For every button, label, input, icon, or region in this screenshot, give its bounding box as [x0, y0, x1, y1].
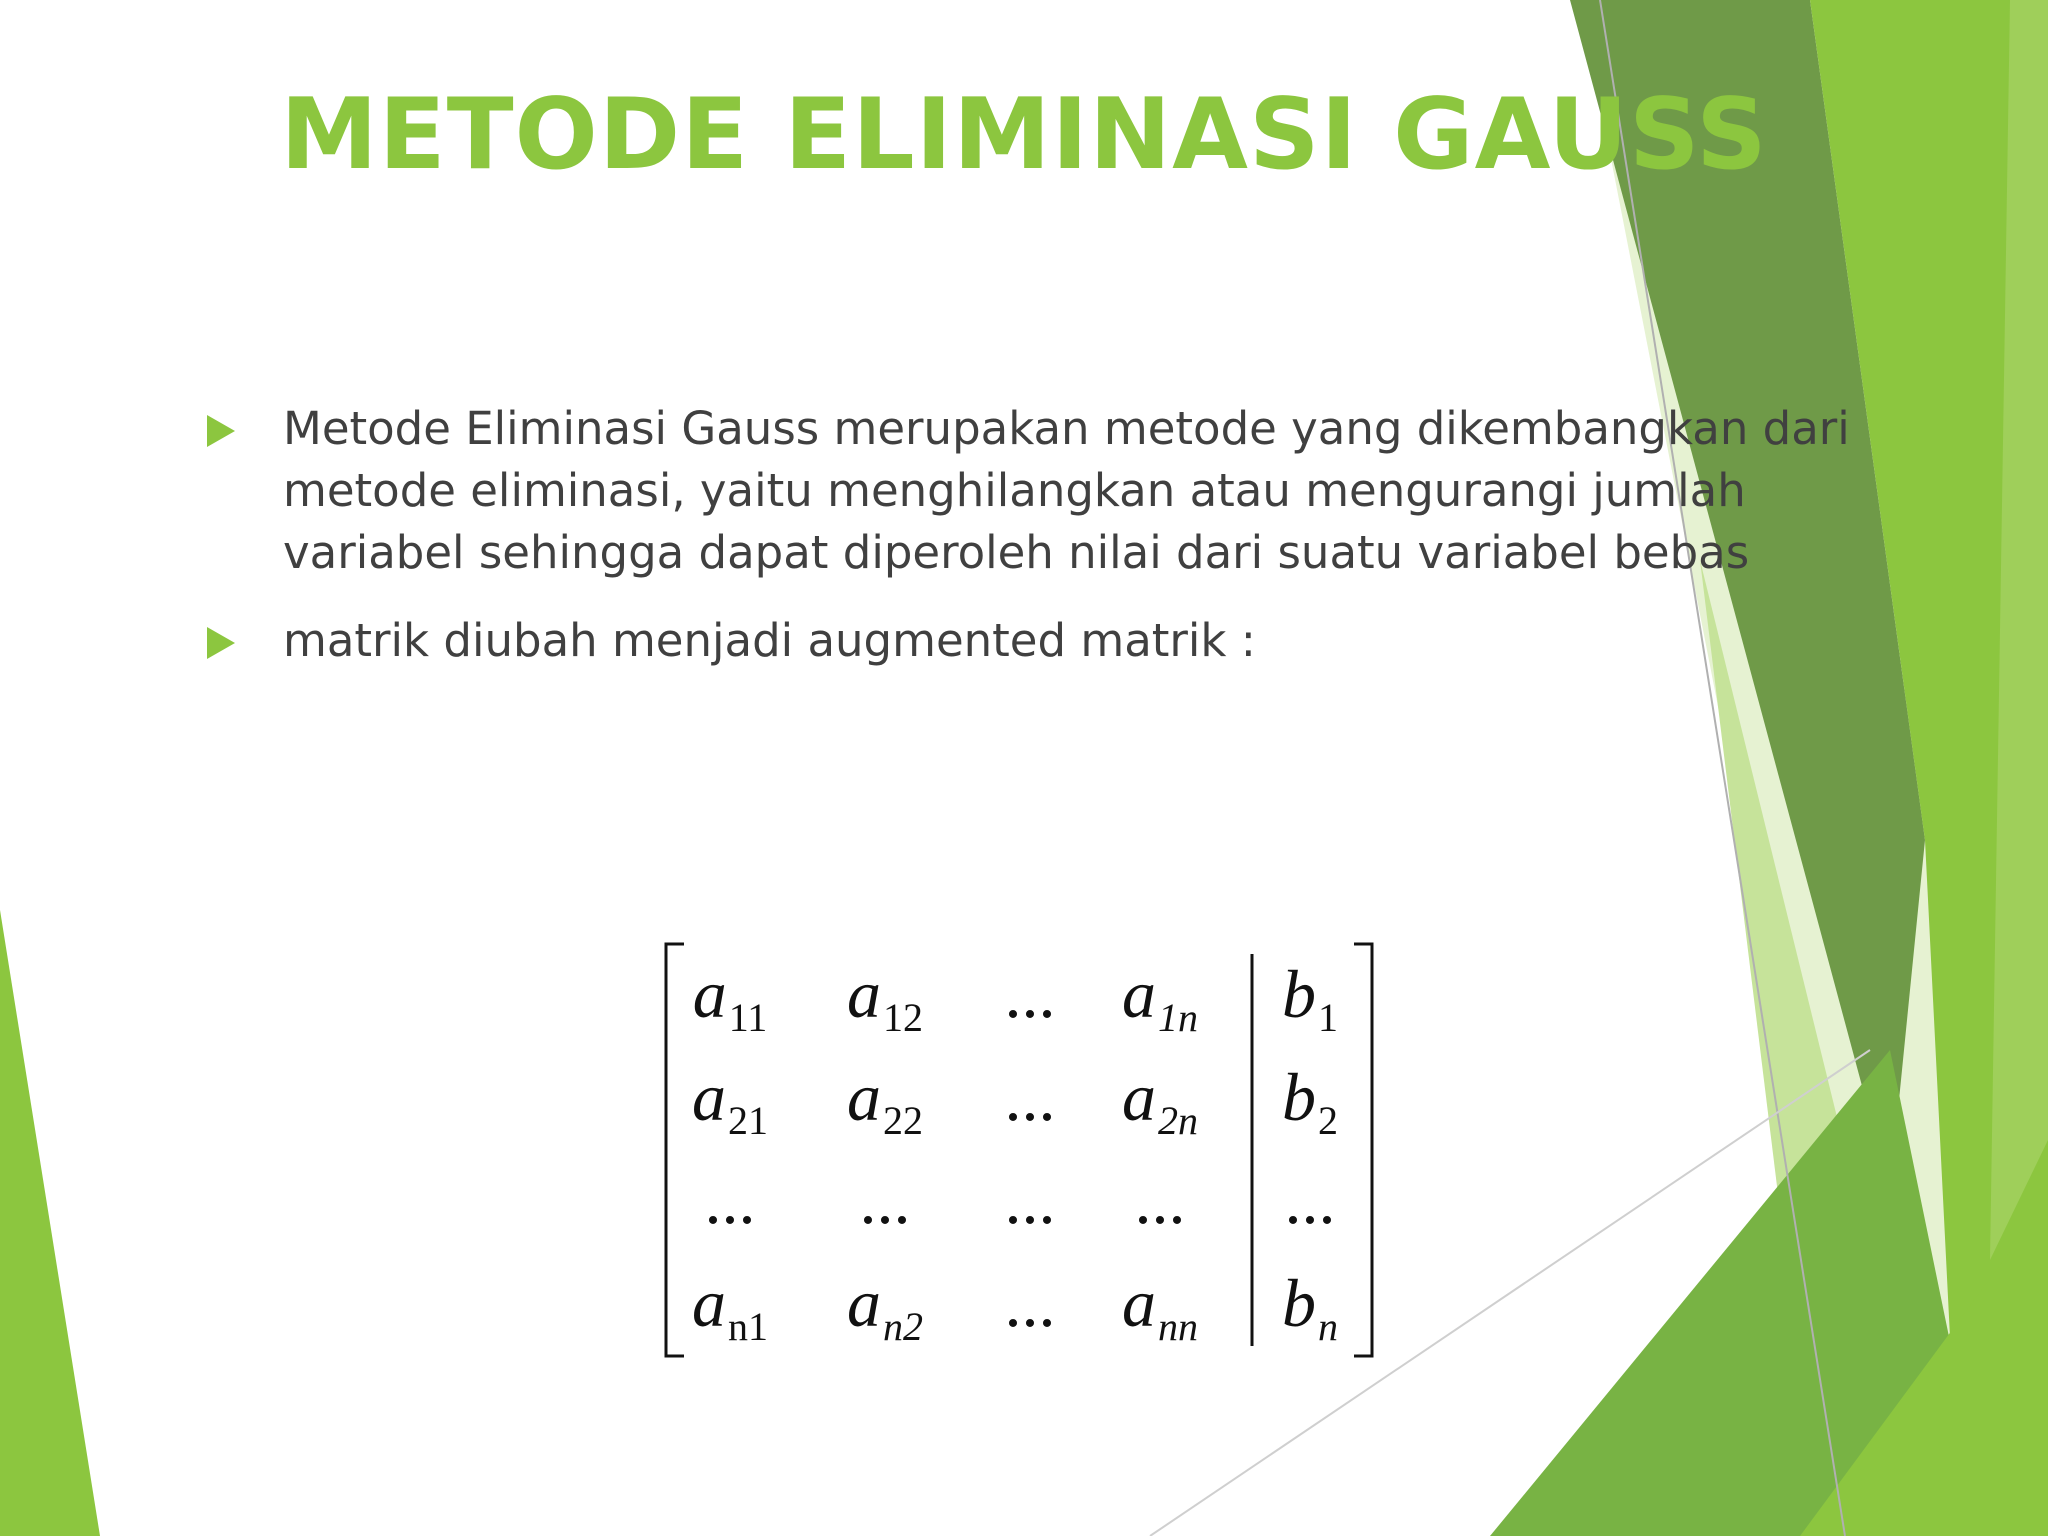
matrix-cell-subscript: 21 — [728, 1098, 768, 1143]
matrix-cell-base: ... — [1284, 1162, 1336, 1238]
matrix-cell — [1080, 1162, 1240, 1238]
matrix-cell-subscript: 2 — [1318, 1098, 1338, 1143]
matrix-cell — [1080, 956, 1240, 1040]
matrix-cell-base: a — [1122, 1265, 1156, 1341]
matrix-cell-base: a — [847, 956, 881, 1032]
matrix-cell — [650, 1059, 810, 1143]
matrix-cell — [805, 1265, 965, 1349]
matrix-cell — [650, 1162, 810, 1238]
matrix-cell-base: a — [692, 1059, 726, 1135]
matrix-cell-base: b — [1282, 1059, 1316, 1135]
matrix-cell-subscript: 11 — [728, 995, 768, 1040]
matrix-cell-subscript: n — [1318, 1304, 1338, 1349]
matrix-cell — [805, 956, 965, 1040]
matrix-cell-base: ... — [1004, 1059, 1056, 1135]
matrix-cell-base: a — [847, 1059, 881, 1135]
bullet-arrow-icon — [207, 415, 235, 447]
matrix-cell — [1080, 1265, 1240, 1349]
left-accent-shape — [0, 910, 100, 1536]
matrix-cell-subscript: 2n — [1158, 1098, 1198, 1143]
matrix-cell-base: ... — [1004, 1162, 1056, 1238]
matrix-cell-subscript: nn — [1158, 1304, 1198, 1349]
matrix-cell-base: a — [1122, 956, 1156, 1032]
matrix-cell-subscript: 1 — [1318, 995, 1338, 1040]
matrix-cell — [805, 1059, 965, 1143]
bullet-arrow-icon — [207, 627, 235, 659]
matrix-cell-subscript: 1n — [1158, 995, 1198, 1040]
matrix-cell — [1230, 956, 1390, 1040]
matrix-cell-base: ... — [1134, 1162, 1186, 1238]
matrix-cell-subscript: n2 — [883, 1304, 923, 1349]
matrix-cell-base: ... — [704, 1162, 756, 1238]
slide-title: METODE ELIMINASI GAUSS — [280, 78, 1768, 192]
matrix-cell-base: ... — [1004, 956, 1056, 1032]
bullet-text: Metode Eliminasi Gauss merupakan metode yang dikembangkan dari metode eliminasi, yaitu menghilangkan atau mengurangi jumlah variabel sehingga dapat diperoleh nilai dari suatu variabel bebas — [283, 402, 1850, 579]
augmented-matrix — [660, 940, 1390, 1360]
matrix-cell — [1230, 1162, 1390, 1238]
bullet-item — [205, 398, 1885, 584]
matrix-cell-base: a — [1122, 1059, 1156, 1135]
matrix-cell-base: b — [1282, 956, 1316, 1032]
matrix-cell-base: a — [692, 956, 727, 1032]
matrix-cell-base: a — [692, 1265, 726, 1341]
matrix-cell — [1230, 1265, 1390, 1349]
bullet-text: matrik diubah menjadi augmented matrik : — [283, 614, 1256, 667]
matrix-cell-subscript: n1 — [728, 1304, 768, 1349]
matrix-cell — [650, 956, 810, 1040]
matrix-cell-subscript: 22 — [883, 1098, 923, 1143]
matrix-cell-base: a — [847, 1265, 881, 1341]
matrix-cell — [805, 1162, 965, 1238]
matrix-cell-base: ... — [1004, 1265, 1056, 1341]
matrix-cell-subscript: 12 — [883, 995, 923, 1040]
matrix-cell — [1230, 1059, 1390, 1143]
bullet-list — [205, 398, 1885, 698]
matrix-cell-base: b — [1282, 1265, 1316, 1341]
matrix-cell — [1080, 1059, 1240, 1143]
matrix-cell-base: ... — [859, 1162, 911, 1238]
matrix-cell — [650, 1265, 810, 1349]
bullet-item — [205, 610, 1885, 672]
